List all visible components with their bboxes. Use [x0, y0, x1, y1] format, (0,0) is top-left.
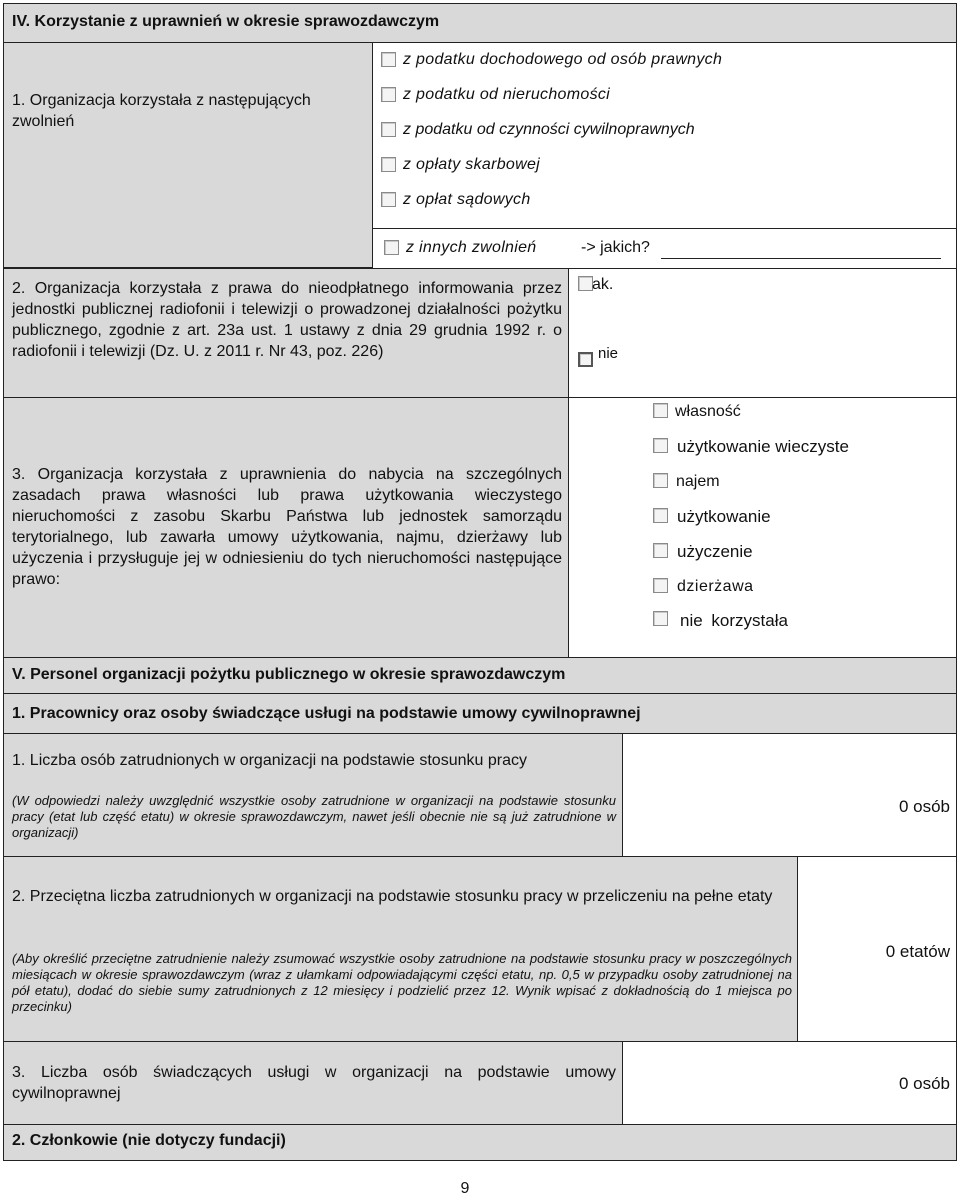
row1-label-cell	[3, 733, 623, 857]
checkbox-q3-usufruct[interactable]	[653, 508, 668, 523]
row2-label-cell	[3, 856, 798, 1042]
section-5-sub1-title: 1. Pracownicy oraz osoby świadczące usługi na podstawie umowy cywilnoprawnej	[12, 705, 641, 722]
row3-value: 0 osób	[898, 1074, 950, 1093]
q3-option-1: własność	[675, 403, 741, 420]
row2-note: (Aby określić przeciętne zatrudnienie należy zsumować wszystkie osoby zatrudnione na podstawie stosunku pracy w poszczególnych miesiącach w okresie sprawozdawczym (wraz z ułamkami odpowiadającymi części etatu, np. 0,5 w przypadku osoby zatrudnionej na pół etatu), dodać do siebie sumy zatrudnionych z 12 miesięcy i podzielić przez 12. Wynik wpisać z dokładnością do 1 miejsca po przecinku)	[12, 951, 792, 1014]
checkbox-q1-civil-law-tax[interactable]	[381, 122, 396, 137]
section-4-title: IV. Korzystanie z uprawnień w okresie sprawozdawczym	[12, 13, 440, 30]
checkbox-q1-property-tax[interactable]	[381, 87, 396, 102]
section-5-header	[3, 657, 957, 694]
checkbox-q3-tenancy[interactable]	[653, 578, 668, 593]
checkbox-q3-perpetual-usufruct[interactable]	[653, 438, 668, 453]
q1-option-6: z innych zwolnień	[406, 239, 537, 256]
q1-label: 1. Organizacja korzystała z następujących zwolnień	[12, 92, 311, 130]
q3-label: 3. Organizacja korzystała z uprawnienia do nabycia na szczególnych zasadach prawa własności lub prawa użytkowania wieczystego nieruchomości z zasobu Skarbu Państwa lub jednostek samorządu terytorialnego, lub zawarła umowy użytkowania, najmu, dzierżawy lub użyczenia i przysługuje jej w odniesieniu do tych nieruchomości następujące prawo:	[12, 466, 562, 588]
checkbox-q1-other[interactable]	[384, 240, 399, 255]
row2-label: 2. Przeciętna liczba zatrudnionych w organizacji na podstawie stosunku pracy w przeliczeniu na pełne etaty	[12, 888, 773, 905]
section-5-title: V. Personel organizacji pożytku publicznego w okresie sprawozdawczym	[12, 666, 566, 683]
row1-value-cell[interactable]	[622, 733, 957, 857]
q2-label: 2. Organizacja korzystała z prawa do nieodpłatnego informowania przez jednostki publicznej radiofonii i telewizji o prowadzonej działalności pożytku publicznego, zgodnie z art. 23a ust. 1 ustawy z dnia 29 grudnia 1992 r. o radiofonii i telewizji (Dz. U. z 2011 r. Nr 43, poz. 226)	[12, 280, 562, 360]
section-5-sub1	[3, 693, 957, 734]
q3-option-2: użytkowanie wieczyste	[677, 437, 849, 456]
row1-label: 1. Liczba osób zatrudnionych w organizacji na podstawie stosunku pracy	[12, 752, 527, 769]
checkbox-q3-ownership[interactable]	[653, 403, 668, 418]
checkbox-q3-not-used[interactable]	[653, 611, 668, 626]
q1-option-2: z podatku od nieruchomości	[403, 86, 611, 103]
checkbox-q1-stamp-duty[interactable]	[381, 157, 396, 172]
q3-option-6: dzierżawa	[677, 578, 754, 595]
q1-option-3: z podatku od czynności cywilnoprawnych	[403, 121, 695, 138]
q3-option-4: użytkowanie	[677, 507, 771, 526]
q2-no-label: nie	[598, 345, 619, 362]
q1-option-5: z opłat sądowych	[403, 191, 531, 208]
q1-other-suffix: -> jakich?	[581, 239, 650, 256]
section-4-header	[3, 3, 957, 43]
checkbox-q1-court-fees[interactable]	[381, 192, 396, 207]
q2-label-cell	[3, 268, 569, 398]
page-number: 9	[460, 1180, 470, 1197]
q3-option-3: najem	[676, 473, 720, 490]
checkbox-q1-income-tax[interactable]	[381, 52, 396, 67]
q2-options-cell	[568, 268, 957, 398]
q3-label-cell	[3, 397, 569, 658]
q2-yes-label: ak.	[592, 276, 614, 293]
row2-value-cell[interactable]	[797, 856, 957, 1042]
q3-option-7: nie korzystała	[680, 611, 788, 630]
row3-value-cell[interactable]	[622, 1041, 957, 1125]
row1-note: (W odpowiedzi należy uwzględnić wszystkie osoby zatrudnione w organizacji na podstawie stosunku pracy (etat lub część etatu) w okresie sprawozdawczym, nawet jeśli obecnie nie są już zatrudnione w organizacji)	[12, 793, 616, 840]
q1-option-4: z opłaty skarbowej	[403, 156, 541, 173]
section-5-sub2	[3, 1124, 957, 1161]
section-5-sub2-title: 2. Członkowie (nie dotyczy fundacji)	[12, 1132, 286, 1149]
checkbox-q2-yes[interactable]	[578, 276, 593, 291]
q1-option-1: z podatku dochodowego od osób prawnych	[403, 51, 723, 68]
q3-option-5: użyczenie	[677, 542, 753, 561]
q1-label-cell	[3, 42, 373, 268]
row3-label: 3. Liczba osób świadczących usługi w organizacji na podstawie umowy cywilnoprawnej	[12, 1064, 616, 1102]
q1-other-input-line[interactable]	[661, 258, 941, 259]
row3-label-cell	[3, 1041, 623, 1125]
row2-value: 0 etatów	[885, 942, 950, 961]
checkbox-q2-no[interactable]	[578, 352, 593, 367]
checkbox-q3-lease[interactable]	[653, 473, 668, 488]
row1-value: 0 osób	[898, 797, 950, 816]
checkbox-q3-lending[interactable]	[653, 543, 668, 558]
